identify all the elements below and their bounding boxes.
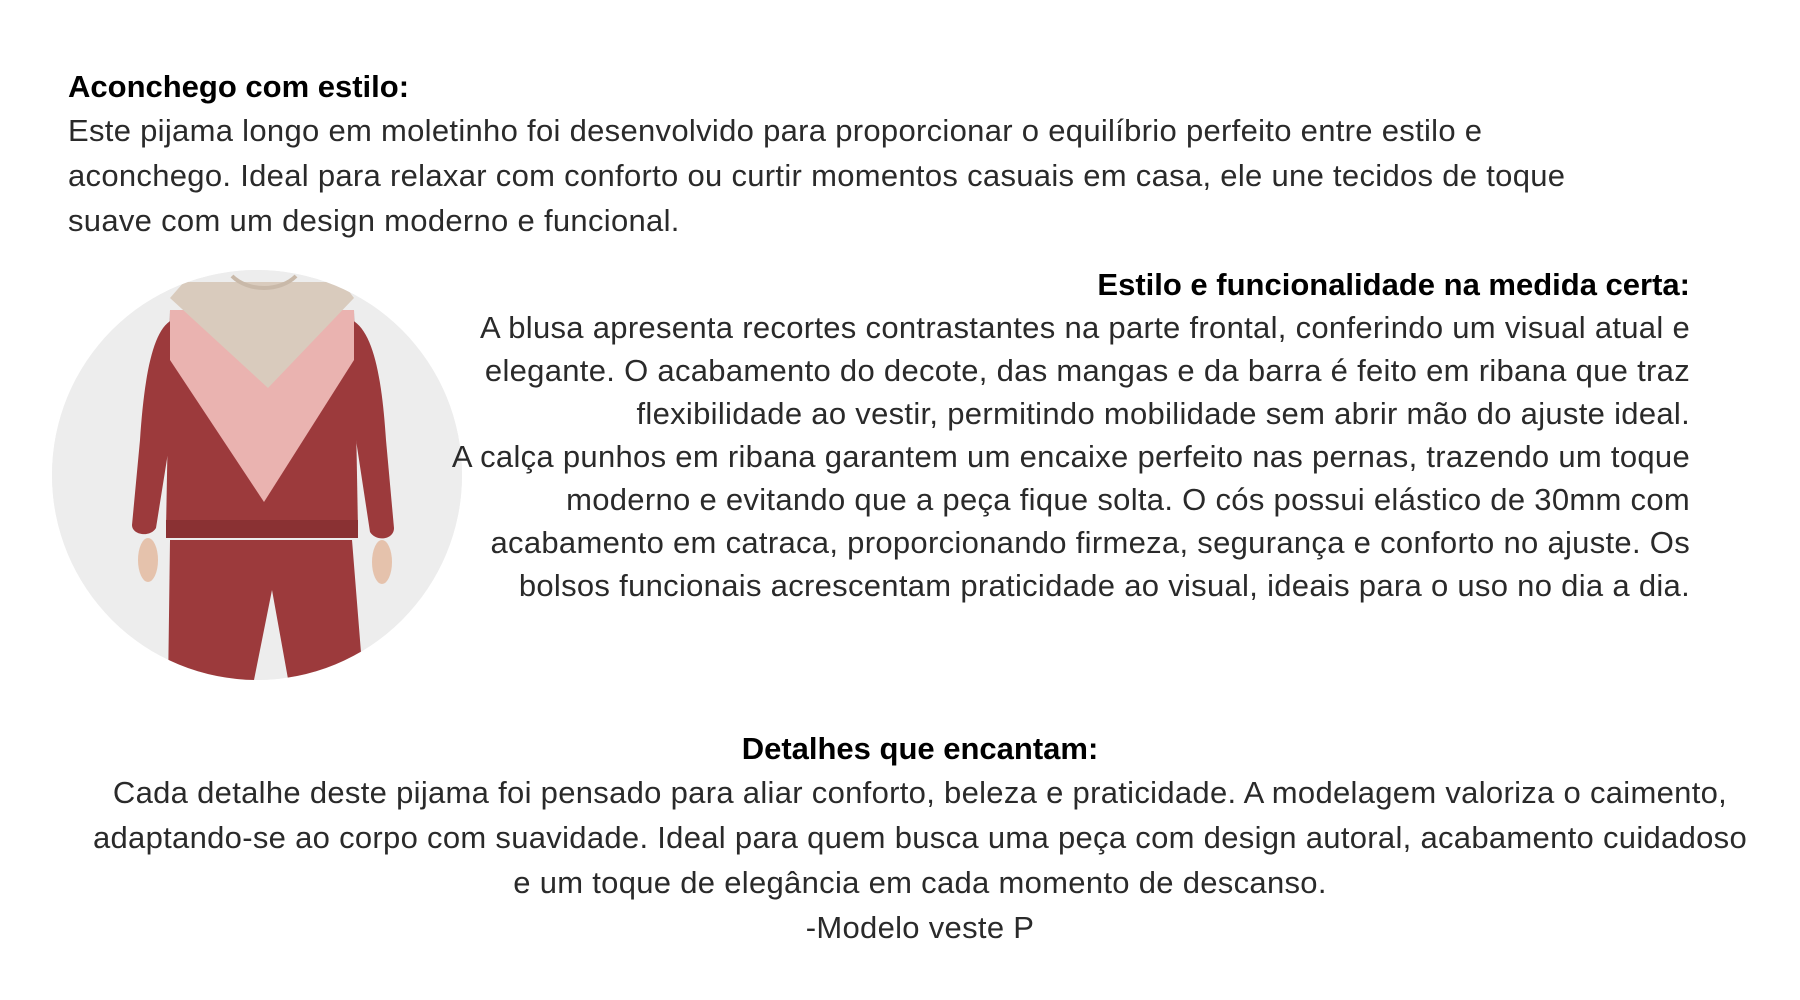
style-line-7: bolsos funcionais acrescentam praticidade ao visual, ideais para o uso no dia a dia.: [518, 568, 1690, 603]
details-section: [20, 728, 1800, 950]
intro-line-2: aconchego. Ideal para relaxar com conforto ou curtir momentos casuais em casa, ele une tecidos de toque: [68, 158, 1566, 193]
details-line-3: e um toque de elegância em cada momento de descanso.: [513, 865, 1327, 900]
left-hand-shape: [138, 538, 158, 582]
style-line-1: A blusa apresenta recortes contrastantes na parte frontal, conferindo um visual atual e: [480, 310, 1690, 345]
style-section: [440, 264, 1690, 607]
model-size-note: -Modelo veste P: [805, 910, 1035, 945]
style-heading: Estilo e funcionalidade na medida certa:: [1097, 267, 1690, 302]
style-line-5: moderno e evitando que a peça fique solta. O cós possui elástico de 30mm com: [566, 482, 1690, 517]
style-line-4: A calça punhos em ribana garantem um encaixe perfeito nas pernas, trazendo um toque: [451, 439, 1690, 474]
style-line-6: acabamento em catraca, proporcionando firmeza, segurança e conforto no ajuste. Os: [490, 525, 1690, 560]
details-line-1: Cada detalhe deste pijama foi pensado para aliar conforto, beleza e praticidade. A modelagem valoriza o caimento,: [112, 775, 1728, 810]
intro-line-1: Este pijama longo em moletinho foi desenvolvido para proporcionar o equilíbrio perfeito entre estilo e: [68, 113, 1483, 148]
pajama-illustration: [52, 270, 462, 680]
details-line-2: adaptando-se ao corpo com suavidade. Ideal para quem busca uma peça com design autoral, acabamento cuidadoso: [92, 820, 1748, 855]
intro-section: [68, 66, 1708, 243]
right-hand-shape: [372, 540, 392, 584]
product-image: [52, 270, 462, 680]
hem-band-shape: [166, 520, 358, 538]
style-line-3: flexibilidade ao vestir, permitindo mobilidade sem abrir mão do ajuste ideal.: [636, 396, 1690, 431]
intro-line-3: suave com um design moderno e funcional.: [68, 203, 680, 238]
details-heading: Detalhes que encantam:: [741, 731, 1099, 766]
style-line-2: elegante. O acabamento do decote, das mangas e da barra é feito em ribana que traz: [484, 353, 1690, 388]
intro-heading: Aconchego com estilo:: [68, 69, 410, 104]
